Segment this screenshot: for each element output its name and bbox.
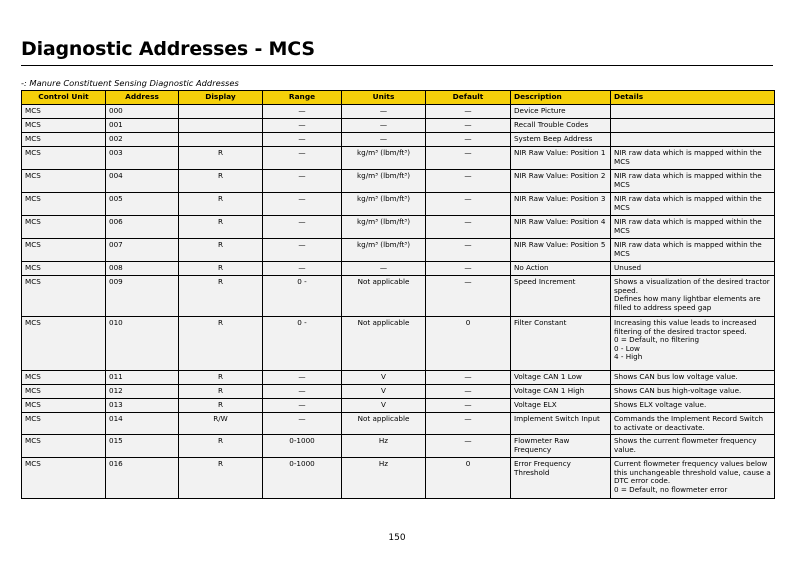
cell-display: R — [179, 262, 263, 276]
details-line: NIR raw data which is mapped within the MCS — [614, 148, 762, 166]
table-row — [22, 317, 775, 371]
cell-default: — — [426, 399, 511, 413]
column-header-display: Display — [179, 91, 263, 105]
cell-details — [611, 399, 775, 413]
cell-units: kg/m³ (lbm/ft³) — [342, 193, 426, 216]
table-row — [22, 133, 775, 147]
table-row — [22, 239, 775, 262]
table-row — [22, 413, 775, 435]
cell-default: — — [426, 170, 511, 193]
details-line: Unused — [614, 263, 642, 272]
cell-units: — — [342, 133, 426, 147]
page-number: 150 — [388, 533, 406, 543]
cell-units: Not applicable — [342, 317, 426, 371]
details-line: Shows the current flowmeter frequency value. — [614, 436, 757, 454]
cell-range: — — [263, 413, 342, 435]
cell-range: — — [263, 262, 342, 276]
title-divider — [21, 65, 773, 66]
table-row — [22, 262, 775, 276]
table-row — [22, 399, 775, 413]
details-line: Shows CAN bus low voltage value. — [614, 372, 738, 381]
cell-units: kg/m³ (lbm/ft³) — [342, 147, 426, 170]
column-header-details: Details — [611, 91, 775, 105]
cell-range: — — [263, 371, 342, 385]
cell-default: — — [426, 385, 511, 399]
column-header-control-unit: Control Unit — [22, 91, 106, 105]
details-line: NIR raw data which is mapped within the MCS — [614, 171, 762, 189]
cell-default: — — [426, 413, 511, 435]
details-line: Shows CAN bus high-voltage value. — [614, 386, 742, 395]
cell-address: 009 — [106, 276, 179, 317]
details-line: Current flowmeter frequency values below this unchangeable threshold value, cause a DTC error code. — [614, 459, 771, 486]
cell-address: 016 — [106, 458, 179, 499]
cell-range: — — [263, 133, 342, 147]
table-row — [22, 193, 775, 216]
cell-range: 0-1000 — [263, 435, 342, 458]
cell-range: — — [263, 170, 342, 193]
cell-range: — — [263, 385, 342, 399]
cell-range: — — [263, 399, 342, 413]
cell-address: 013 — [106, 399, 179, 413]
cell-details — [611, 262, 775, 276]
cell-address: 002 — [106, 133, 179, 147]
cell-description: Device Picture — [511, 105, 611, 119]
cell-control-unit: MCS — [22, 133, 106, 147]
details-line: 0 = Default, no flowmeter error — [614, 484, 728, 494]
cell-address: 003 — [106, 147, 179, 170]
details-line: NIR raw data which is mapped within the MCS — [614, 217, 762, 235]
cell-range: — — [263, 239, 342, 262]
cell-display: R/W — [179, 413, 263, 435]
cell-range: — — [263, 147, 342, 170]
cell-default: 0 — [426, 317, 511, 371]
cell-range: 0-1000 — [263, 458, 342, 499]
table-row — [22, 119, 775, 133]
cell-control-unit: MCS — [22, 105, 106, 119]
cell-range: — — [263, 119, 342, 133]
table-caption: -: Manure Constituent Sensing Diagnostic Addresses — [21, 78, 239, 88]
cell-display: R — [179, 276, 263, 317]
cell-details — [611, 458, 775, 499]
cell-description: Speed Increment — [511, 276, 611, 317]
cell-address: 007 — [106, 239, 179, 262]
details-line: 0 = Default, no filtering — [614, 335, 700, 345]
cell-default: — — [426, 133, 511, 147]
cell-display: R — [179, 170, 263, 193]
cell-units: Not applicable — [342, 413, 426, 435]
cell-default: — — [426, 216, 511, 239]
cell-units: V — [342, 371, 426, 385]
cell-description: Voltage CAN 1 High — [511, 385, 611, 399]
cell-default: — — [426, 435, 511, 458]
cell-details — [611, 276, 775, 317]
cell-address: 014 — [106, 413, 179, 435]
details-line: Defines how many lightbar elements are filled to address speed gap — [614, 294, 761, 312]
cell-details — [611, 385, 775, 399]
cell-details — [611, 216, 775, 239]
table-body — [22, 105, 775, 499]
cell-description: System Beep Address — [511, 133, 611, 147]
cell-control-unit: MCS — [22, 147, 106, 170]
diagnostic-addresses-table — [21, 90, 775, 499]
cell-details — [611, 239, 775, 262]
cell-display: R — [179, 239, 263, 262]
cell-control-unit: MCS — [22, 399, 106, 413]
column-header-range: Range — [263, 91, 342, 105]
table-row — [22, 435, 775, 458]
table-header-row — [22, 91, 775, 105]
cell-description: Voltage CAN 1 Low — [511, 371, 611, 385]
cell-default: — — [426, 371, 511, 385]
column-header-units: Units — [342, 91, 426, 105]
cell-address: 010 — [106, 317, 179, 371]
cell-default: — — [426, 276, 511, 317]
cell-display: R — [179, 371, 263, 385]
cell-description: Filter Constant — [511, 317, 611, 371]
table-row — [22, 458, 775, 499]
cell-address: 008 — [106, 262, 179, 276]
cell-details — [611, 193, 775, 216]
cell-details — [611, 133, 775, 147]
cell-display: R — [179, 193, 263, 216]
table-row — [22, 371, 775, 385]
cell-default: — — [426, 105, 511, 119]
cell-default: — — [426, 193, 511, 216]
cell-units: Hz — [342, 435, 426, 458]
table-row — [22, 147, 775, 170]
cell-address: 006 — [106, 216, 179, 239]
cell-details — [611, 435, 775, 458]
cell-details — [611, 147, 775, 170]
cell-description: No Action — [511, 262, 611, 276]
cell-description: Voltage ELX — [511, 399, 611, 413]
table-row — [22, 170, 775, 193]
details-line: Shows ELX voltage value. — [614, 400, 707, 409]
cell-control-unit: MCS — [22, 458, 106, 499]
table-row — [22, 216, 775, 239]
cell-address: 011 — [106, 371, 179, 385]
cell-control-unit: MCS — [22, 317, 106, 371]
cell-control-unit: MCS — [22, 239, 106, 262]
cell-control-unit: MCS — [22, 216, 106, 239]
cell-address: 001 — [106, 119, 179, 133]
cell-details — [611, 119, 775, 133]
cell-description: Flowmeter Raw Frequency — [511, 435, 611, 458]
cell-range: — — [263, 216, 342, 239]
column-header-address: Address — [106, 91, 179, 105]
table-row — [22, 105, 775, 119]
cell-display: R — [179, 147, 263, 170]
cell-display — [179, 119, 263, 133]
cell-units: V — [342, 399, 426, 413]
cell-description: NIR Raw Value: Position 4 — [511, 216, 611, 239]
column-header-default: Default — [426, 91, 511, 105]
cell-display: R — [179, 458, 263, 499]
cell-description: Recall Trouble Codes — [511, 119, 611, 133]
details-line: NIR raw data which is mapped within the MCS — [614, 194, 762, 212]
details-line: 0 - Low — [614, 343, 640, 353]
cell-units: — — [342, 119, 426, 133]
page-title: Diagnostic Addresses - MCS — [21, 38, 315, 60]
details-line: NIR raw data which is mapped within the MCS — [614, 240, 762, 258]
cell-control-unit: MCS — [22, 276, 106, 317]
column-header-description: Description — [511, 91, 611, 105]
cell-description: NIR Raw Value: Position 2 — [511, 170, 611, 193]
cell-control-unit: MCS — [22, 371, 106, 385]
cell-address: 005 — [106, 193, 179, 216]
cell-description: Implement Switch Input — [511, 413, 611, 435]
cell-description: NIR Raw Value: Position 3 — [511, 193, 611, 216]
details-line: Commands the Implement Record Switch to activate or deactivate. — [614, 414, 764, 432]
cell-display: R — [179, 317, 263, 371]
cell-control-unit: MCS — [22, 193, 106, 216]
cell-range: — — [263, 193, 342, 216]
details-line: 4 - High — [614, 352, 643, 362]
details-line: Increasing this value leads to increased filtering of the desired tractor speed. — [614, 318, 757, 336]
cell-display: R — [179, 385, 263, 399]
cell-units: kg/m³ (lbm/ft³) — [342, 170, 426, 193]
cell-default: — — [426, 262, 511, 276]
cell-control-unit: MCS — [22, 262, 106, 276]
cell-default: — — [426, 119, 511, 133]
cell-units: Not applicable — [342, 276, 426, 317]
cell-description: NIR Raw Value: Position 1 — [511, 147, 611, 170]
cell-units: Hz — [342, 458, 426, 499]
cell-default: 0 — [426, 458, 511, 499]
cell-display: R — [179, 435, 263, 458]
cell-description: NIR Raw Value: Position 5 — [511, 239, 611, 262]
cell-units: — — [342, 262, 426, 276]
table-row — [22, 276, 775, 317]
cell-display — [179, 133, 263, 147]
cell-description: Error Frequency Threshold — [511, 458, 611, 499]
cell-details — [611, 413, 775, 435]
cell-default: — — [426, 239, 511, 262]
cell-details — [611, 170, 775, 193]
cell-control-unit: MCS — [22, 385, 106, 399]
cell-default: — — [426, 147, 511, 170]
cell-address: 000 — [106, 105, 179, 119]
details-line: Shows a visualization of the desired tractor speed. — [614, 277, 770, 295]
cell-details — [611, 371, 775, 385]
cell-details — [611, 317, 775, 371]
cell-units: — — [342, 105, 426, 119]
cell-range: 0 - — [263, 317, 342, 371]
cell-display — [179, 105, 263, 119]
cell-units: V — [342, 385, 426, 399]
cell-address: 015 — [106, 435, 179, 458]
cell-address: 004 — [106, 170, 179, 193]
cell-units: kg/m³ (lbm/ft³) — [342, 216, 426, 239]
cell-control-unit: MCS — [22, 413, 106, 435]
cell-units: kg/m³ (lbm/ft³) — [342, 239, 426, 262]
cell-display: R — [179, 399, 263, 413]
cell-range: 0 - — [263, 276, 342, 317]
cell-control-unit: MCS — [22, 170, 106, 193]
cell-range: — — [263, 105, 342, 119]
cell-control-unit: MCS — [22, 119, 106, 133]
table-row — [22, 385, 775, 399]
cell-display: R — [179, 216, 263, 239]
cell-control-unit: MCS — [22, 435, 106, 458]
cell-details — [611, 105, 775, 119]
cell-address: 012 — [106, 385, 179, 399]
